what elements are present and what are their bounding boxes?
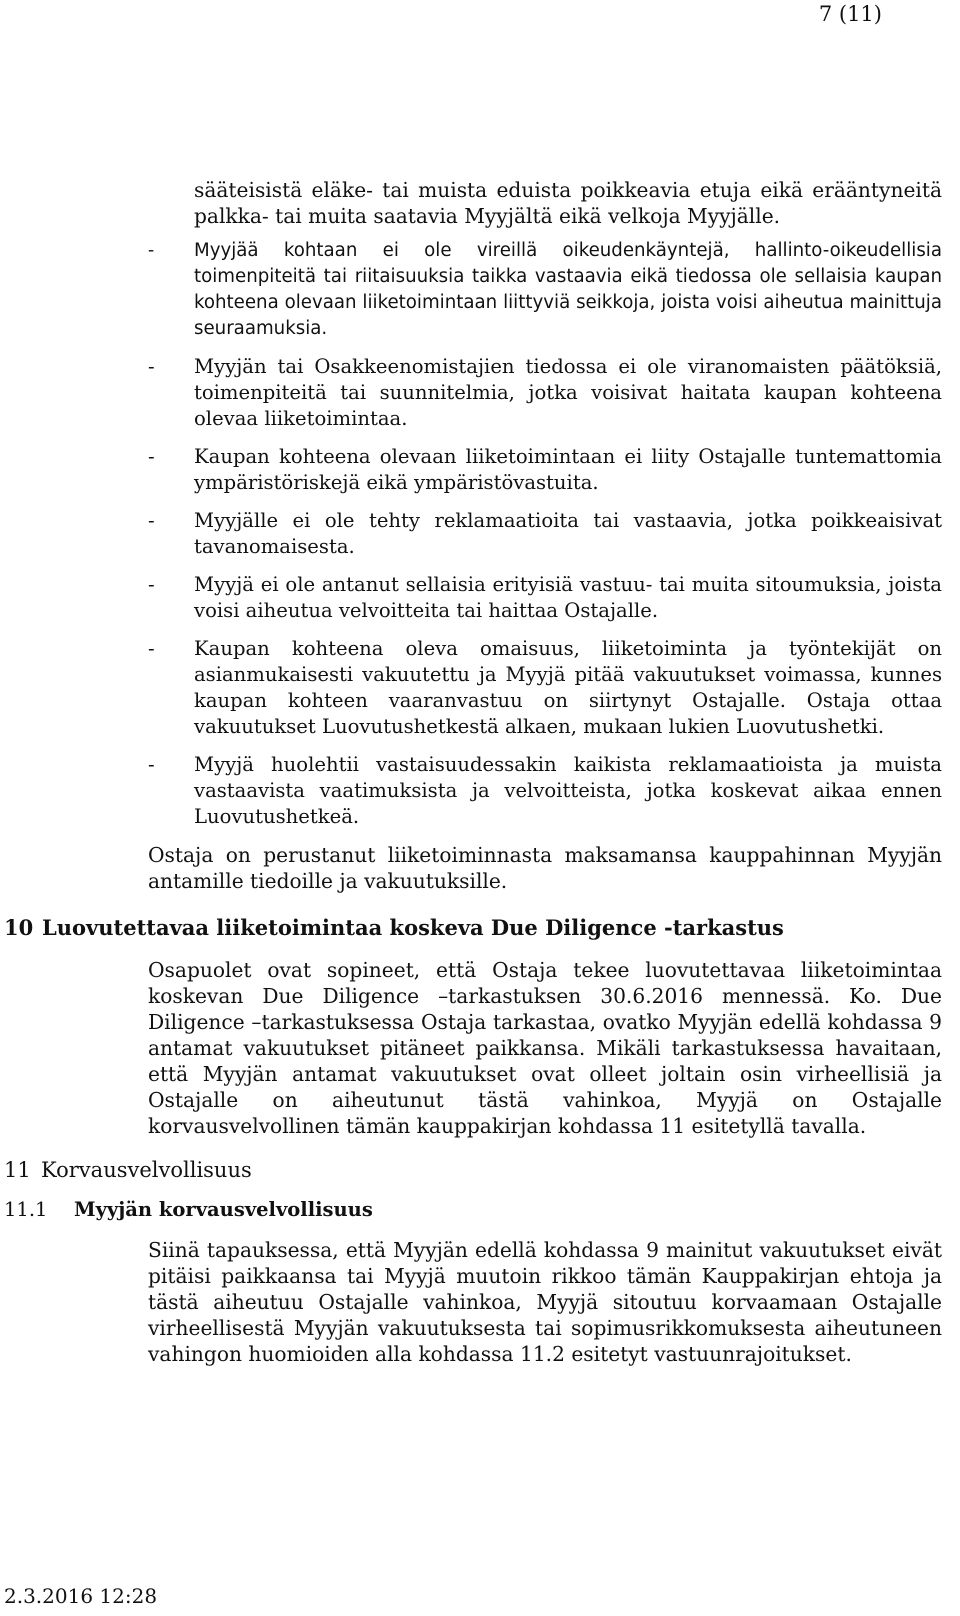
list-item-text: Myyjä ei ole antanut sellaisia erityisiä vastuu- tai muita sitoumuksia, joista voisi aiheutua velvoitteita tai haittaa Ostajalle. [194,573,942,622]
section-number: 10 [4,915,34,940]
list-item-text: Myyjää kohtaan ei ole vireillä oikeudenkäyntejä, hallinto-oikeudellisia toimenpiteitä tai riitaisuuksia taikka vastaavia eikä tiedossa ole sellaisia kaupan kohteena olevaan liiketoimintaan liittyviä seikkoja, joista voisi aiheutua mainittuja seuraamuksia. [194,240,942,339]
section-11-1-body [148,1237,942,1367]
list-item-text: Kaupan kohteena olevaan liiketoimintaan ei liity Ostajalle tuntemattomia ympäristöriskejä eikä ympäristövastuita. [194,445,942,494]
subsection-title: Myyjän korvausvelvollisuus [74,1198,373,1221]
bullet-dash: - [148,240,155,261]
list-item-text: Myyjä huolehtii vastaisuudessakin kaikista reklamaatioista ja muista vastaavista vaatimuksista ja velvoitteista, jotka koskevat aikaa ennen Luovutushetkeä. [194,753,942,828]
list-item [148,354,942,432]
list-item [148,572,942,624]
section-title: Korvausvelvollisuus [41,1158,252,1182]
section-number: 11 [4,1158,31,1182]
intro-paragraph [194,177,942,229]
page-number: 7 (11) [818,2,882,26]
section-11-1-text: Siinä tapauksessa, että Myyjän edellä kohdassa 9 mainitut vakuutukset eivät pitäisi paikkaansa tai Myyjä muutoin rikkoo tämän Kauppakirjan ehtoja ja tästä aiheutuu Ostajalle vahinkoa, Myyjä sitoutuu korvaamaan Ostajalle virheellisestä Myyjän vakuutuksesta tai sopimusrikkomuksesta aiheutuneen vahingon huomioiden alla kohdassa 11.2 esitetyt vastuunrajoitukset. [148,1238,942,1366]
section-10-text: Osapuolet ovat sopineet, että Ostaja tekee luovutettavaa liiketoimintaa koskevan Due Diligence –tarkastuksen 30.6.2016 mennessä. Ko. Due Diligence –tarkastuksessa Ostaja tarkastaa, ovatko Myyjän edellä kohdassa 9 antamat vakuutukset pitäneet paikkansa. Mikäli tarkastuksessa havaitaan, että Myyjän antamat vakuutukset ovat olleet joltain osin virheellisiä ja Ostajalle on aiheutunut tästä vahinkoa, Myyjä on Ostajalle korvausvelvollinen tämän kauppakirjan kohdassa 11 esitetyllä tavalla. [148,958,942,1138]
section-10-body [148,957,942,1139]
closing-text: Ostaja on perustanut liiketoiminnasta maksamansa kauppahinnan Myyjän antamille tiedoille ja vakuutuksille. [148,843,942,893]
list-item-text: Kaupan kohteena oleva omaisuus, liiketoiminta ja työntekijät on asianmukaisesti vakuutettu ja Myyjä pitää vakuutukset voimassa, kunnes kaupan kohteen vaaranvastuu on siirtynyt Ostajalle. Ostaja ottaa vakuutukset Luovutushetkestä alkaen, mukaan lukien Luovutushetki. [194,637,942,738]
bullet-dash: - [148,509,155,532]
intro-text: sääteisistä eläke- tai muista eduista poikkeavia etuja eikä erääntyneitä palkka- tai muita saatavia Myyjältä eikä velkoja Myyjälle. [194,178,942,228]
section-title: Luovutettavaa liiketoimintaa koskeva Due Diligence -tarkastus [42,915,784,940]
list-item-text: Myyjän tai Osakkeenomistajien tiedossa ei ole viranomaisten päätöksiä, toimenpiteitä tai suunnitelmia, jotka voisivat haitata kaupan kohteena olevaa liiketoimintaa. [194,355,942,430]
list-item [148,508,942,560]
section-11-1-heading [4,1198,373,1221]
bullet-dash: - [148,573,155,596]
section-10-heading [4,915,784,940]
bullet-dash: - [148,445,155,468]
closing-paragraph [148,842,942,894]
bullet-dash: - [148,355,155,378]
subsection-number: 11.1 [4,1198,48,1221]
footer-timestamp: 2.3.2016 12:28 [4,1584,158,1608]
section-11-heading [4,1158,252,1182]
warranty-list [148,238,942,842]
bullet-dash: - [148,753,155,776]
list-item [148,636,942,740]
list-item-text: Myyjälle ei ole tehty reklamaatioita tai vastaavia, jotka poikkeaisivat tavanomaisesta. [194,509,942,558]
bullet-dash: - [148,637,155,660]
list-item [148,238,942,342]
list-item [148,752,942,830]
list-item [148,444,942,496]
